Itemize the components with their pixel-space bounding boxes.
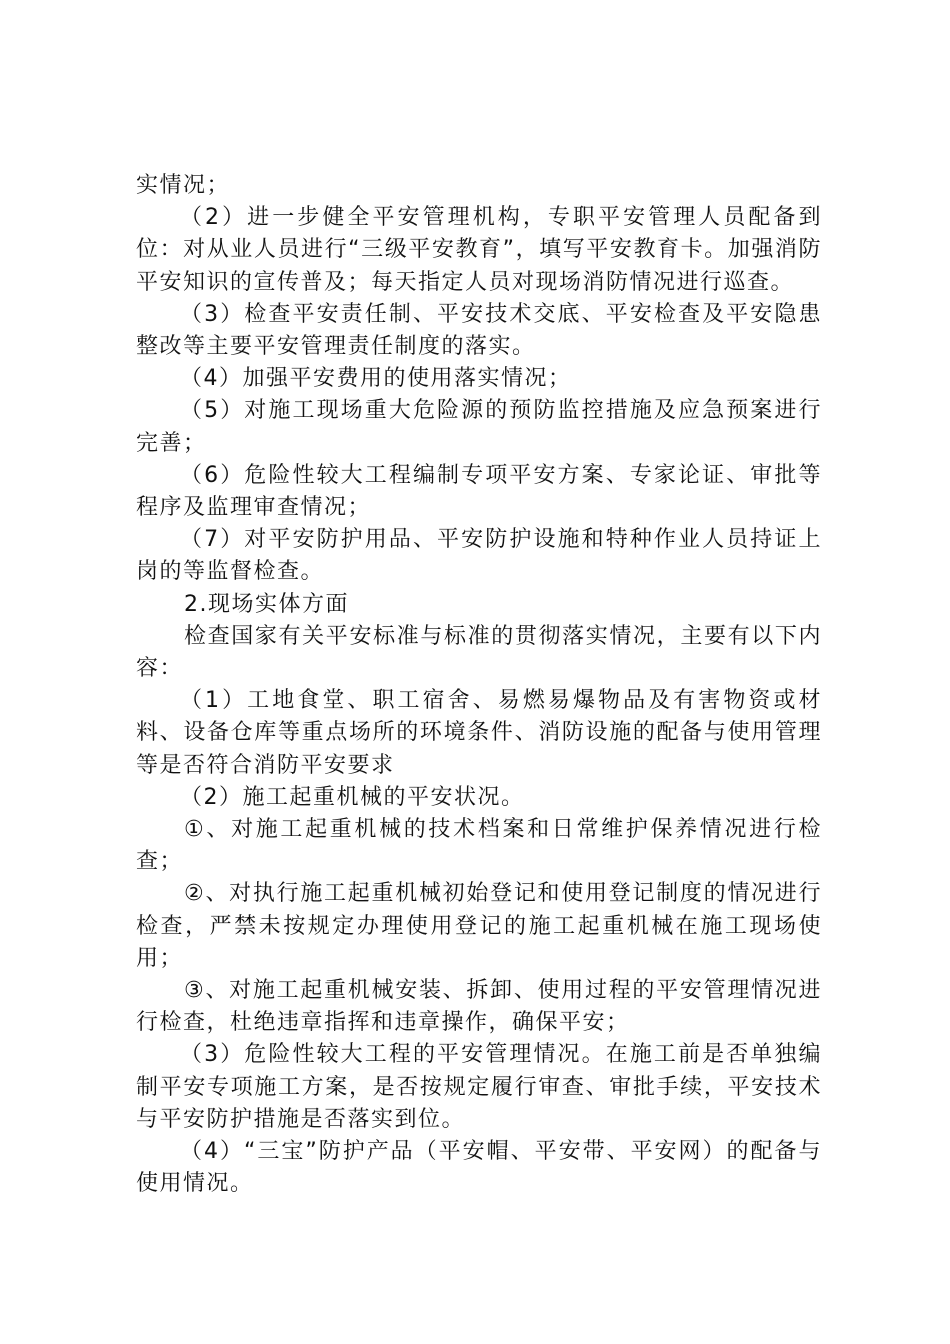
document-body [136,170,822,1201]
paragraph-8: 检查国家有关平安标准与标准的贯彻落实情况，主要有以下内容： [136,623,822,682]
paragraph-5: （6）危险性较大工程编制专项平安方案、专家论证、审批等程序及监理审查情况； [136,462,822,521]
paragraph-1: （2）进一步健全平安管理机构，专职平安管理人员配备到位：对从业人员进行“三级平安教育”，填写平安教育卡。加强消防平安知识的宣传普及；每天指定人员对现场消防情况进行巡查。 [136,205,822,295]
section-heading: 2.现场实体方面 [184,591,349,617]
paragraph-4: （5）对施工现场重大危险源的预防监控措施及应急预案进行完善； [136,398,822,456]
paragraph-12: ②、对执行施工起重机械初始登记和使用登记制度的情况进行检查，严禁未按规定办理使用登记的施工起重机械在施工现场使用； [136,881,822,971]
paragraph-10: （2）施工起重机械的平安状况。 [180,784,525,810]
paragraph-9: （1）工地食堂、职工宿舍、易燃易爆物品及有害物资或材料、设备仓库等重点场所的环境条件、消防设施的配备与使用管理等是否符合消防平安要求 [136,688,822,778]
paragraph-13: ③、对施工起重机械安装、拆卸、使用过程的平安管理情况进行检查，杜绝违章指挥和违章操作，确保平安； [136,978,822,1036]
paragraph-14: （3）危险性较大工程的平安管理情况。在施工前是否单独编制平安专项施工方案，是否按规定履行审查、审批手续，平安技术与平安防护措施是否落实到位。 [136,1042,822,1132]
paragraph-6: （7）对平安防护用品、平安防护设施和特种作业人员持证上岗的等监督检查。 [136,527,822,585]
paragraph-2: （3）检查平安责任制、平安技术交底、平安检查及平安隐患整改等主要平安管理责任制度的落实。 [136,301,822,360]
paragraph-15: （4）“三宝”防护产品（平安帽、平安带、平安网）的配备与使用情况。 [136,1139,822,1197]
paragraph-3: （4）加强平安费用的使用落实情况； [180,366,572,392]
paragraph-11: ①、对施工起重机械的技术档案和日常维护保养情况进行检查； [136,817,822,875]
paragraph-0: 实情况； [136,173,231,198]
